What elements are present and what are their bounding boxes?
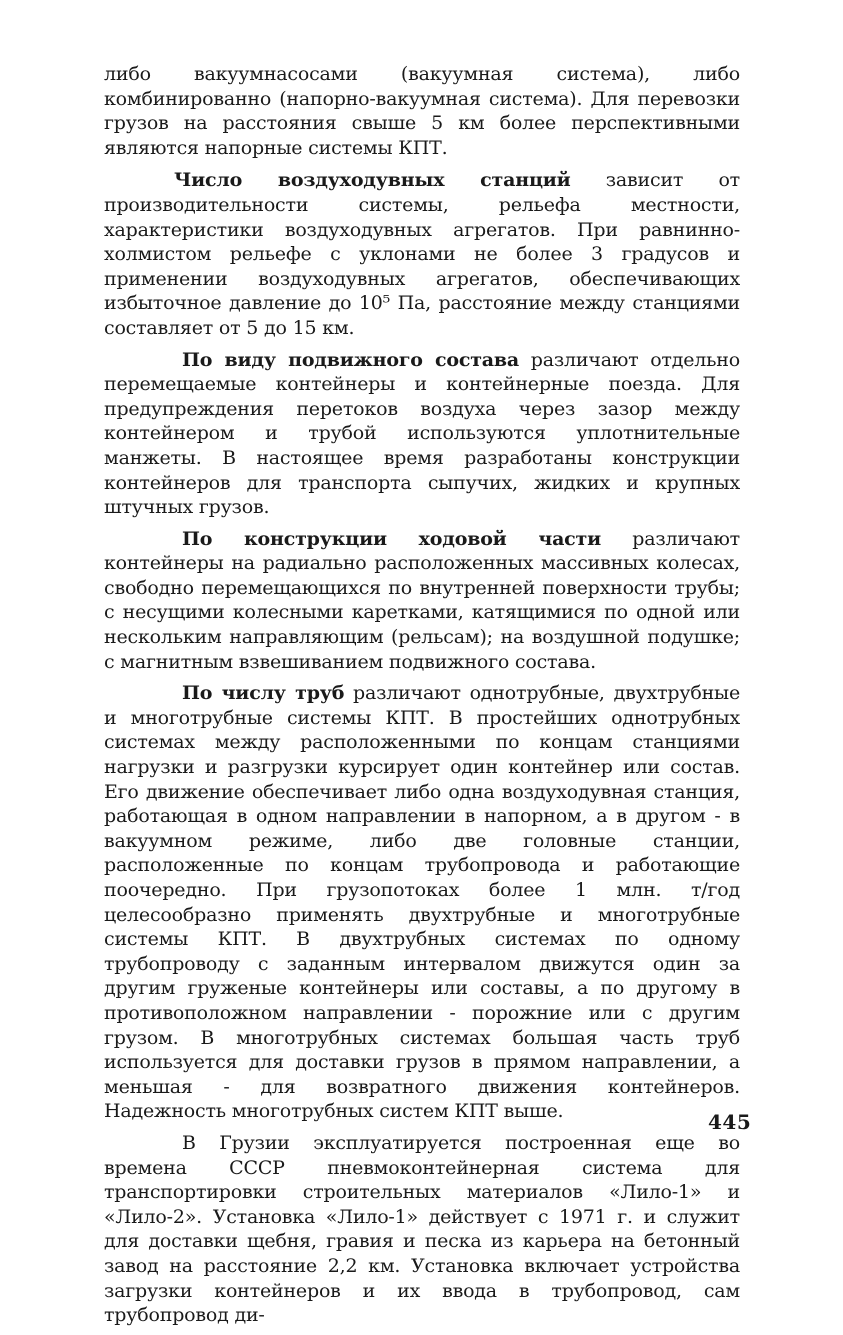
paragraph-6-text: В Грузии эксплуатируется построенная еще во времена СССР пневмоконтейнерная система для транспортировки строительных материалов «Лило-1» и «Лило-2». Установка «Лило-1» действует с 1971 г. и служит для доставки щебня, гравия и песка из карьера на бетонный завод на расстояние 2,2 км. Установка включает устройства загрузки контейнеров и их ввода в трубопровод, сам трубопровод ди-	[104, 1131, 740, 1327]
paragraph-2-lead: Число воздуходувных станций	[174, 169, 571, 192]
page-number: 445	[708, 1110, 752, 1134]
paragraph-1	[104, 62, 740, 160]
paragraph-2	[104, 168, 740, 340]
paragraph-3-text: различают отдельно перемещаемые контейнеры и контейнерные поезда. Для предупреждения перетоков воздуха через зазор между контейнером и трубой используются уплотнительные манжеты. В настоящее время разработаны конструкции контейнеров для транспорта сыпучих, жидких и крупных штучных грузов.	[104, 348, 740, 519]
paragraph-4-lead: По конструкции ходовой части	[182, 527, 602, 550]
paragraph-1-text: либо вакуумнасосами (вакуумная система), либо комбинированно (напорно-вакуумная система). Для перевозки грузов на расстояния свыше 5 км более перспективными являются напорные системы КПТ.	[104, 63, 740, 159]
paragraph-2-text: зависит от производительности системы, рельефа местности, характеристики воздуходувных агрегатов. При равнинно-холмистом рельефе с уклонами не более 3 градусов и применении воздуходувных агрегатов, обеспечивающих избыточное давление до 10⁵ Па, расстояние между станциями составляет от 5 до 15 км.	[104, 169, 740, 339]
paragraph-3	[104, 348, 740, 520]
paragraph-4-text: различают контейнеры на радиально расположенных массивных колесах, свободно перемещающихся по внутренней поверхности трубы; с несущими колесными каретками, катящимися по одной или нескольким направляющим (рельсам); на воздушной подушке; с магнитным взвешиванием подвижного состава.	[104, 527, 740, 673]
paragraph-6	[104, 1131, 740, 1328]
paragraph-5-text: различают однотрубные, двухтрубные и многотрубные системы КПТ. В простейших однотрубных системах между расположенными по концам станциями нагрузки и разгрузки курсирует один контейнер или состав. Его движение обеспечивает либо одна воздуходувная станция, работающая в одном направлении в напорном, а в другом - в вакуумном режиме, либо две головные станции, расположенные по концам трубопровода и работающие поочередно. При грузопотоках более 1 млн. т/год целесообразно применять двухтрубные и многотрубные системы КПТ. В двухтрубных системах по одному трубопроводу с заданным интервалом движутся один за другим груженые контейнеры или составы, а по другому в противоположном направлении - порожние или с другим грузом. В многотрубных системах большая часть труб используется для доставки грузов в прямом направлении, а меньшая - для возвратного движения контейнеров. Надежность многотрубных систем КПТ выше.	[104, 682, 740, 1123]
paragraph-5	[104, 681, 740, 1124]
paragraph-3-lead: По виду подвижного состава	[182, 348, 520, 371]
paragraph-5-lead: По числу труб	[182, 682, 345, 705]
paragraph-4	[104, 527, 740, 675]
page-body	[104, 62, 740, 1335]
